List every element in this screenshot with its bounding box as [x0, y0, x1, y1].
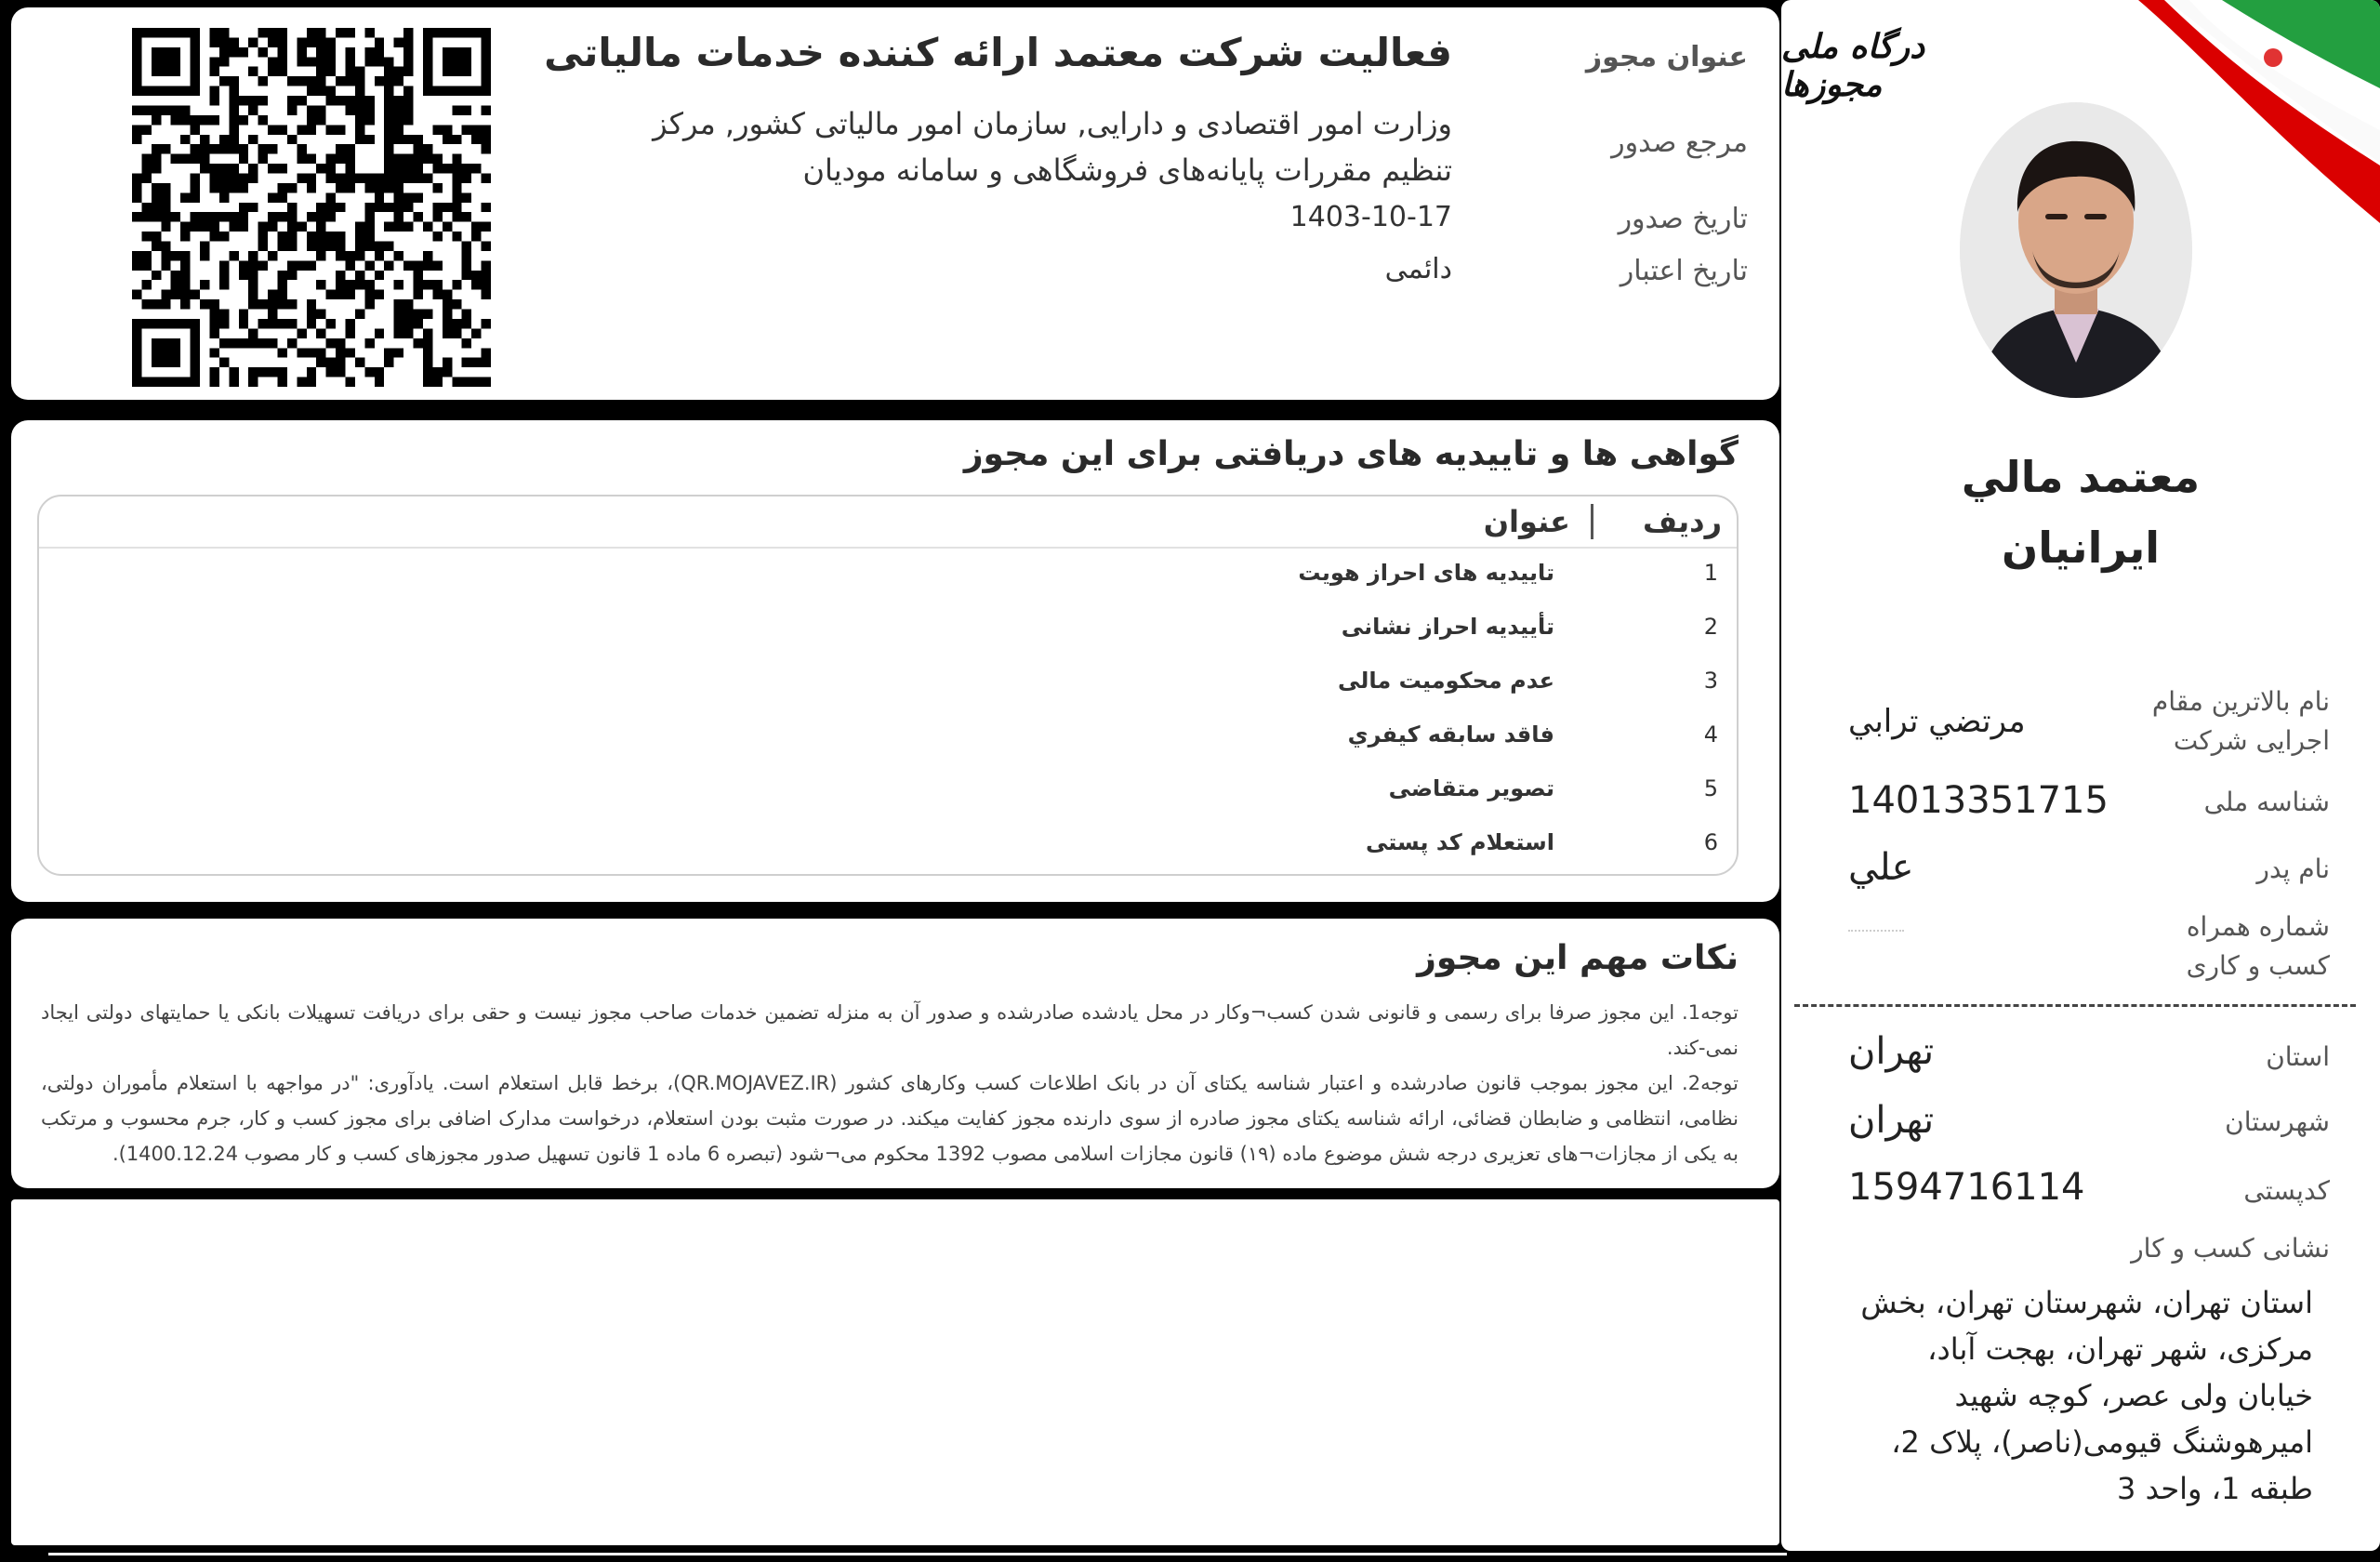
- row-index: 4: [1703, 721, 1718, 748]
- certificates-card: [11, 420, 1779, 902]
- blank-area: [11, 1199, 1779, 1545]
- validity-label: تاریخ اعتبار: [1620, 255, 1748, 287]
- row-title: تاییدیه های احراز هویت: [1298, 560, 1554, 586]
- company-family-name: ايرانيان: [2001, 523, 2160, 573]
- province-label: استان: [2266, 1041, 2330, 1072]
- father-label: نام پدر: [2256, 854, 2330, 884]
- row-index: 1: [1703, 560, 1718, 586]
- notes-title: نکات مهم این مجوز: [1417, 939, 1739, 977]
- note-1: توجه1. این مجوز صرفا برای رسمی و قانونی شدن کسب¬وکار در محل یادشده صادرشده و صدور آن به منزله تضمین خدمات صاحب مجوز نیست و حقی برای دریافت تسهیلات بانکی یا حمایتهای دولتی ایجاد نمی-کند.: [41, 1001, 1739, 1059]
- row-index: 2: [1703, 614, 1718, 640]
- table-row: [39, 764, 1737, 818]
- father-value: علي: [1848, 846, 1914, 889]
- column-title-header: عنوان: [1484, 504, 1593, 539]
- table-row: [39, 818, 1737, 872]
- row-title: فاقد سابقه کيفري: [1347, 721, 1554, 748]
- mobile-value-blurred: [1848, 930, 1904, 932]
- certificates-table: [37, 495, 1739, 876]
- issue-date-value: 1403-10-17: [1289, 201, 1452, 233]
- national-id-label: شناسه ملی: [2203, 787, 2330, 817]
- qr-code-image: [132, 28, 491, 387]
- portal-logo: درگاه ملی مجوزها: [1781, 28, 1925, 104]
- profile-card: [1781, 0, 2380, 1551]
- notes-body: [41, 995, 1739, 1172]
- row-index: 6: [1703, 829, 1718, 855]
- issuer-label: مرجع صدور: [1611, 126, 1748, 159]
- validity-value: دائمی: [1384, 253, 1452, 285]
- issue-date-label: تاریخ صدور: [1618, 203, 1748, 235]
- table-row: [39, 549, 1737, 602]
- ceo-value: مرتضي ترابي: [1848, 703, 2026, 740]
- note-2: توجه2. این مجوز بموجب قانون صادرشده و اعتبار شناسه یکتای آن در بانک اطلاعات کسب وکارهای کشور (QR.MOJAVEZ.IR)، برخط قابل استعلام است. یادآوری: "در مواجهه با استعلام مأموران دولتی، نظامی، انتظامی و ضابطان قضائی، ارائه شناسه یکتای مجوز صادره از سوی دارنده مجوز کفایت میکند. در صورت مثبت بودن استعلام، درخواست مدارک اضافی برای مجوز کسب و کار، جرم محسوب و مرتکب به یکی از مجازات¬های تعزیری درجه شش موضوع ماده (۱۹) قانون مجازات اسلامی مصوب 1392 محکوم می¬شود (تبصره 6 ماده 1 قانون تسهیل صدور مجوزهای کسب و کار مصوب 1400.12.24).: [41, 1072, 1739, 1165]
- national-id-value: 14013351715: [1848, 779, 2109, 822]
- address-label: نشانی کسب و کار: [2131, 1233, 2330, 1264]
- license-title: فعالیت شرکت معتمد ارائه کننده خدمات مالیاتی: [544, 30, 1452, 75]
- table-header: [39, 496, 1737, 549]
- row-title: تأییدیه احراز نشانی: [1341, 614, 1554, 640]
- province-value: تهران: [1848, 1030, 1935, 1073]
- county-label: شهرستان: [2225, 1106, 2330, 1137]
- postal-code-label: کدپستی: [2243, 1175, 2330, 1206]
- footer-line: [48, 1553, 1787, 1555]
- row-title: تصویر متقاضی: [1388, 775, 1554, 801]
- table-row: [39, 602, 1737, 656]
- row-title: عدم محکومیت مالی: [1338, 668, 1554, 694]
- table-row: [39, 656, 1737, 710]
- table-row: [39, 710, 1737, 764]
- mobile-label: شماره همراه کسب و کاری: [2186, 911, 2330, 981]
- qr-code[interactable]: [132, 28, 491, 387]
- ceo-label: نام بالاترین مقام اجرایی شرکت: [2151, 686, 2330, 756]
- row-index: 5: [1703, 775, 1718, 801]
- company-name: معتمد مالي: [1961, 452, 2201, 502]
- county-value: تهران: [1848, 1099, 1935, 1142]
- issuer-value: وزارت امور اقتصادی و دارایی, سازمان امور مالیاتی کشور, مرکز تنظیم مقررات پایانه‌های فروشگاهی و سامانه مودیان: [653, 106, 1452, 188]
- license-info-card: [11, 7, 1779, 400]
- row-index: 3: [1703, 668, 1718, 694]
- column-index-header: ردیف: [1643, 504, 1722, 539]
- divider: [1794, 1004, 2356, 1007]
- license-title-label: عنوان مجوز: [1585, 41, 1748, 73]
- postal-code-value: 1594716114: [1848, 1166, 2085, 1209]
- row-title: استعلام کد پستی: [1365, 829, 1554, 855]
- notes-card: [11, 919, 1779, 1188]
- address-value: استان تهران، شهرستان تهران، بخش مرکزی، شهر تهران، بهجت آباد، خیابان ولی عصر، کوچه شهيد اميرهوشنگ قيومى(ناصر)، پلاک 2، طبقه 1، واحد 3: [1860, 1285, 2313, 1506]
- certificates-title: گواهی ها و تاییدیه های دریافتی برای این مجوز: [963, 435, 1739, 473]
- profile-photo: [1960, 102, 2192, 398]
